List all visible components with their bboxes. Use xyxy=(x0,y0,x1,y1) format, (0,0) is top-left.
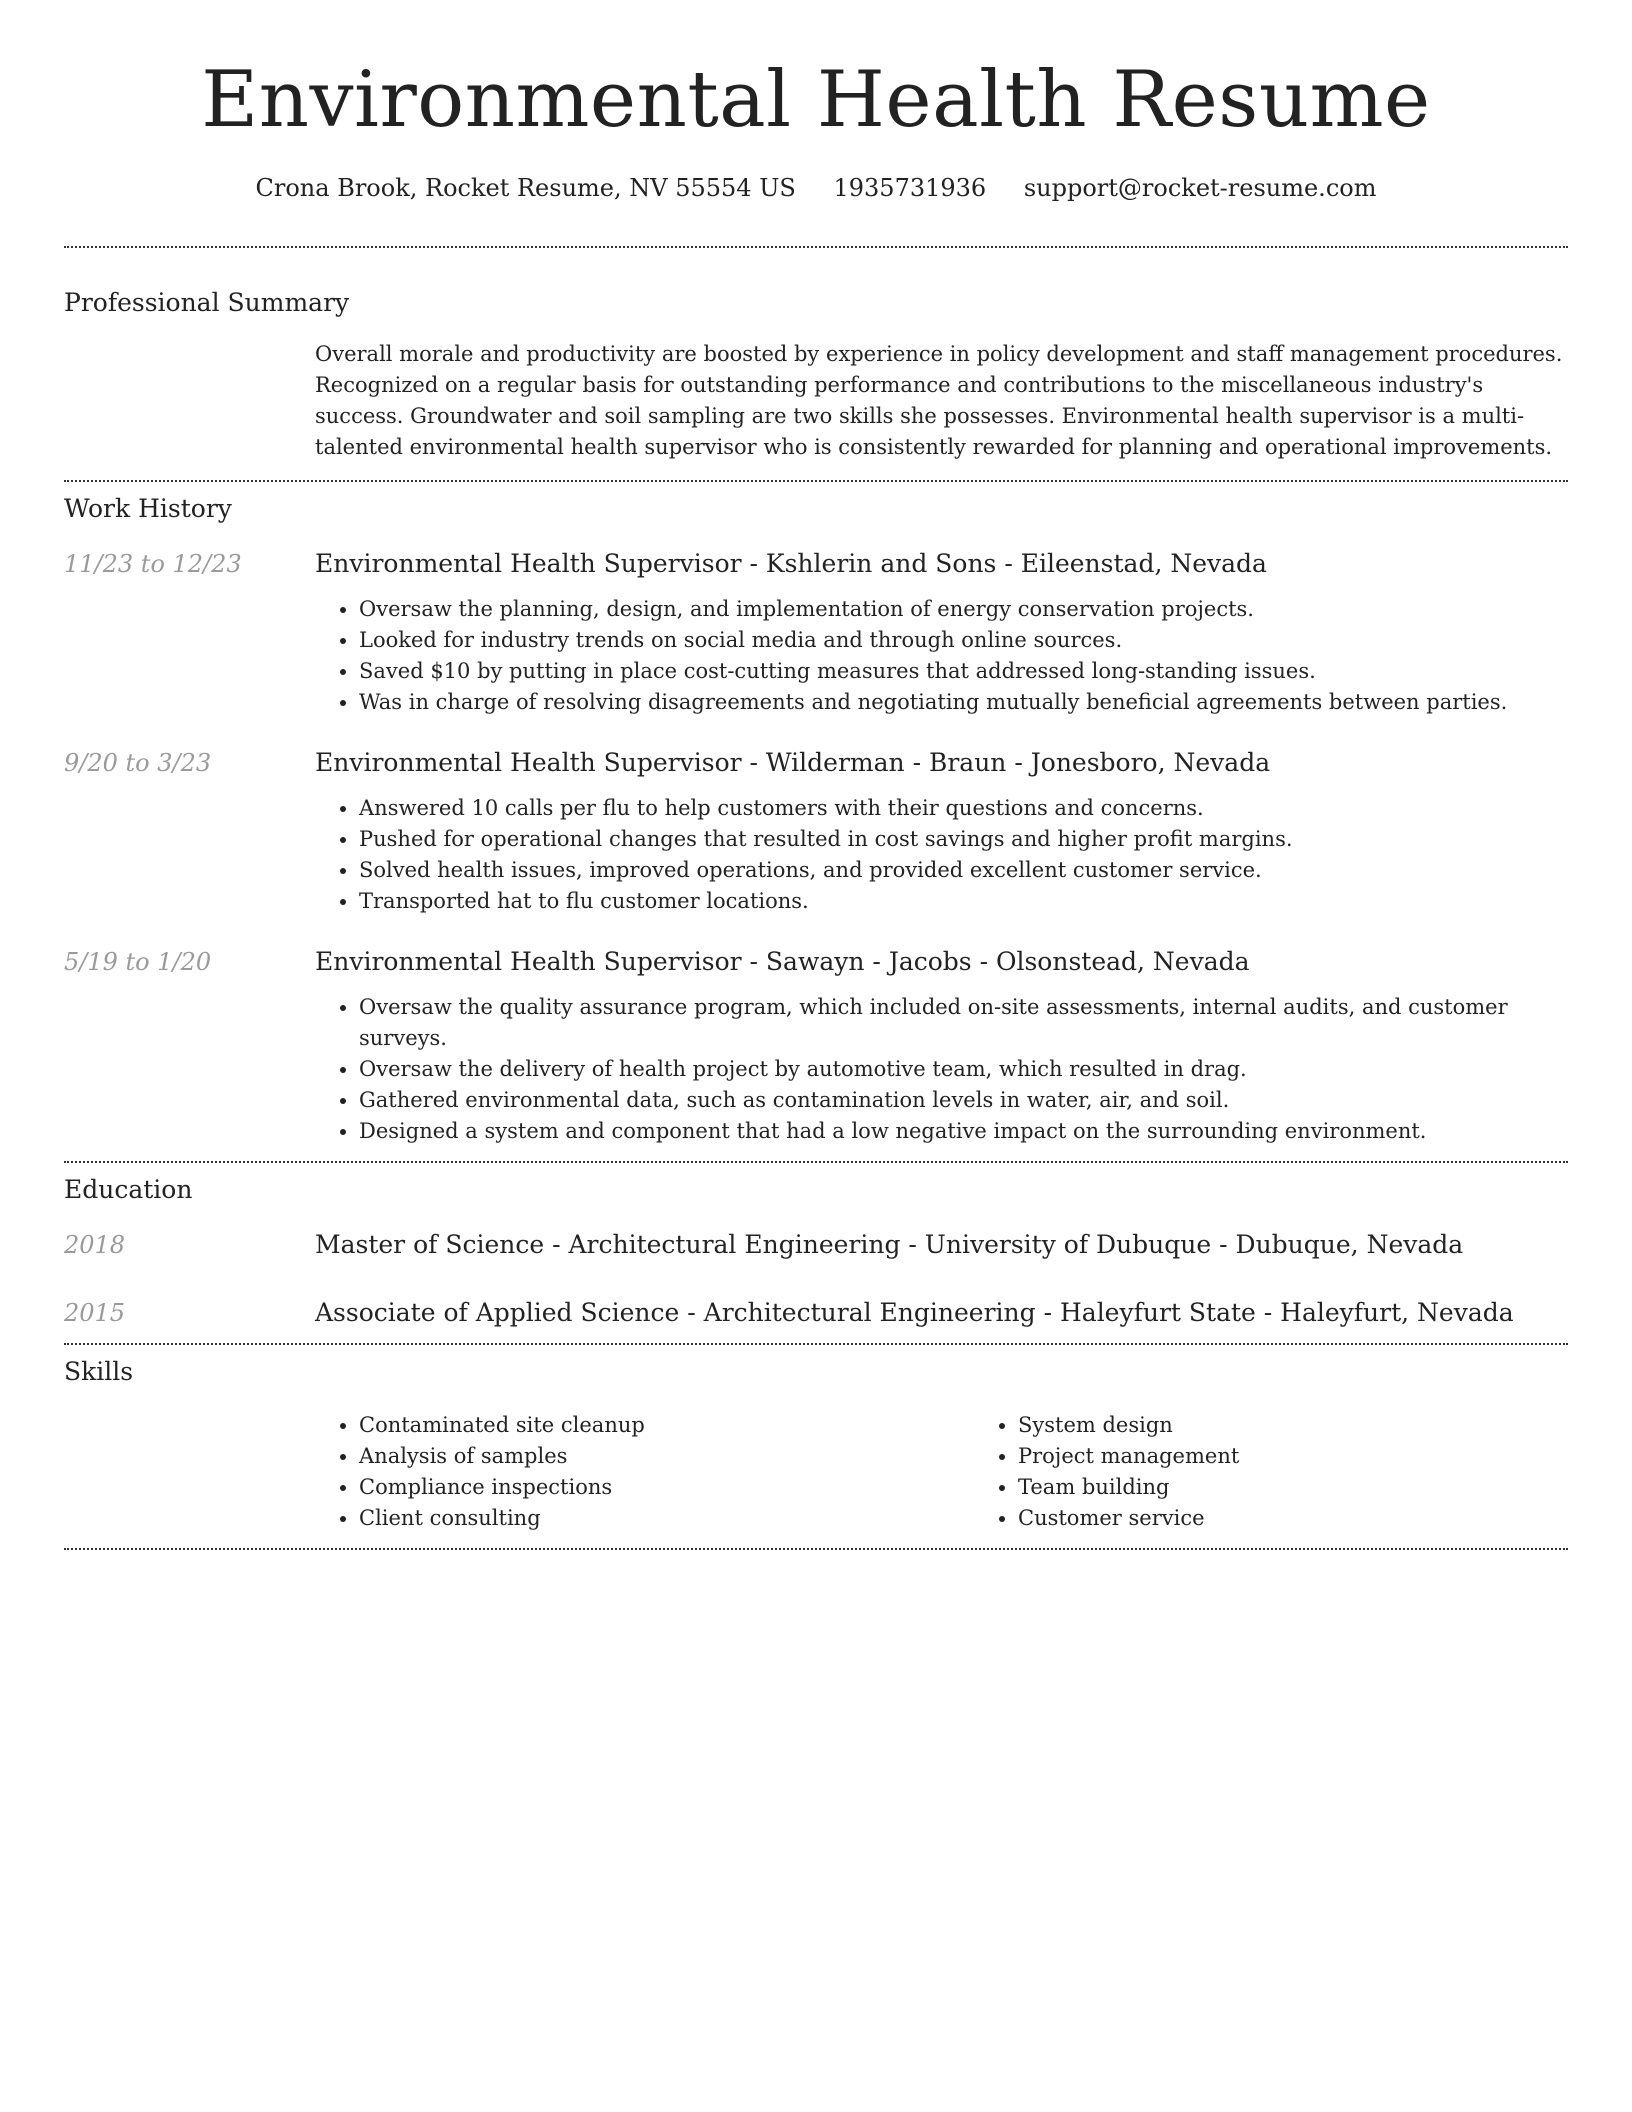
list-item: • Looked for industry trends on social media and through online sources. xyxy=(359,625,1568,656)
divider xyxy=(64,1548,1568,1550)
skills-row xyxy=(64,1410,1568,1534)
list-item: • Transported hat to flu customer locations. xyxy=(359,886,1568,917)
list-item: • Pushed for operational changes that resulted in cost savings and higher profit margins. xyxy=(359,824,1568,855)
education-degree: Associate of Applied Science - Architectural Engineering - Haleyfurt State - Haleyfurt, Nevada xyxy=(315,1298,1514,1327)
job-dates: 9/20 to 3/23 xyxy=(64,749,212,777)
skills-section xyxy=(64,1356,1568,1534)
job-entry xyxy=(64,747,1568,917)
divider xyxy=(64,246,1568,248)
summary-text: Overall morale and productivity are boosted by experience in policy development and staff management procedures. Recognized on a regular basis for outstanding performance and contributions to the miscellaneous industry's success. Groundwater and soil sampling are two skills she possesses. Environmental health supervisor is a multi-talented environmental health supervisor who is consistently rewarded for planning and operational improvements. xyxy=(315,342,1563,459)
summary-row xyxy=(64,339,1568,463)
contact-address: Crona Brook, Rocket Resume, NV 55554 US xyxy=(255,174,796,202)
contact-line xyxy=(64,172,1568,222)
job-bullets xyxy=(315,992,1568,1147)
list-item: • Gathered environmental data, such as contamination levels in water, air, and soil. xyxy=(359,1085,1568,1116)
list-item: • Designed a system and component that had a low negative impact on the surrounding environment. xyxy=(359,1116,1568,1147)
job-title: Environmental Health Supervisor - Kshlerin and Sons - Eileenstad, Nevada xyxy=(315,549,1267,578)
skill-item: • Team building xyxy=(1018,1472,1568,1503)
job-bullets xyxy=(315,594,1568,718)
list-item: • Oversaw the quality assurance program, which included on-site assessments, internal audits, and customer surveys. xyxy=(359,992,1568,1054)
section-heading-work-history: Work History xyxy=(64,494,232,523)
job-bullets xyxy=(315,793,1568,917)
skills-list-right xyxy=(974,1410,1568,1534)
skills-list-left xyxy=(315,1410,974,1534)
education-section xyxy=(64,1174,1568,1329)
skill-item: • Compliance inspections xyxy=(359,1472,974,1503)
job-entry xyxy=(64,548,1568,718)
education-entry xyxy=(64,1229,1568,1261)
list-item: • Was in charge of resolving disagreements and negotiating mutually beneficial agreements between parties. xyxy=(359,687,1568,718)
job-dates: 5/19 to 1/20 xyxy=(64,948,212,976)
list-item: • Saved $10 by putting in place cost-cutting measures that addressed long-standing issues. xyxy=(359,656,1568,687)
contact-email: support@rocket-resume.com xyxy=(1023,174,1377,202)
education-year: 2018 xyxy=(64,1231,126,1259)
divider xyxy=(64,1161,1568,1163)
skill-item: • Customer service xyxy=(1018,1503,1568,1534)
job-entry xyxy=(64,946,1568,1147)
section-heading-summary: Professional Summary xyxy=(64,288,350,317)
job-title: Environmental Health Supervisor - Wilderman - Braun - Jonesboro, Nevada xyxy=(315,748,1271,777)
skill-item: • Contaminated site cleanup xyxy=(359,1410,974,1441)
skill-item: • Analysis of samples xyxy=(359,1441,974,1472)
list-item: • Oversaw the delivery of health project by automotive team, which resulted in drag. xyxy=(359,1054,1568,1085)
skill-item: • Project management xyxy=(1018,1441,1568,1472)
education-year: 2015 xyxy=(64,1299,126,1327)
section-heading-skills: Skills xyxy=(64,1357,134,1386)
education-entry xyxy=(64,1297,1568,1329)
job-dates: 11/23 to 12/23 xyxy=(64,550,242,578)
resume-page xyxy=(64,0,1568,1550)
list-item: • Answered 10 calls per flu to help customers with their questions and concerns. xyxy=(359,793,1568,824)
resume-title: Environmental Health Resume xyxy=(201,55,1431,145)
job-title: Environmental Health Supervisor - Sawayn - Jacobs - Olsonstead, Nevada xyxy=(315,947,1250,976)
education-degree: Master of Science - Architectural Engineering - University of Dubuque - Dubuque, Nevada xyxy=(315,1230,1464,1259)
skill-item: • Client consulting xyxy=(359,1503,974,1534)
divider xyxy=(64,1343,1568,1345)
list-item: • Oversaw the planning, design, and implementation of energy conservation projects. xyxy=(359,594,1568,625)
contact-phone: 1935731936 xyxy=(833,174,987,202)
skill-item: • System design xyxy=(1018,1410,1568,1441)
divider xyxy=(64,480,1568,482)
list-item: • Solved health issues, improved operations, and provided excellent customer service. xyxy=(359,855,1568,886)
section-heading-education: Education xyxy=(64,1175,193,1204)
summary-section xyxy=(64,287,1568,463)
work-history-section xyxy=(64,493,1568,1147)
